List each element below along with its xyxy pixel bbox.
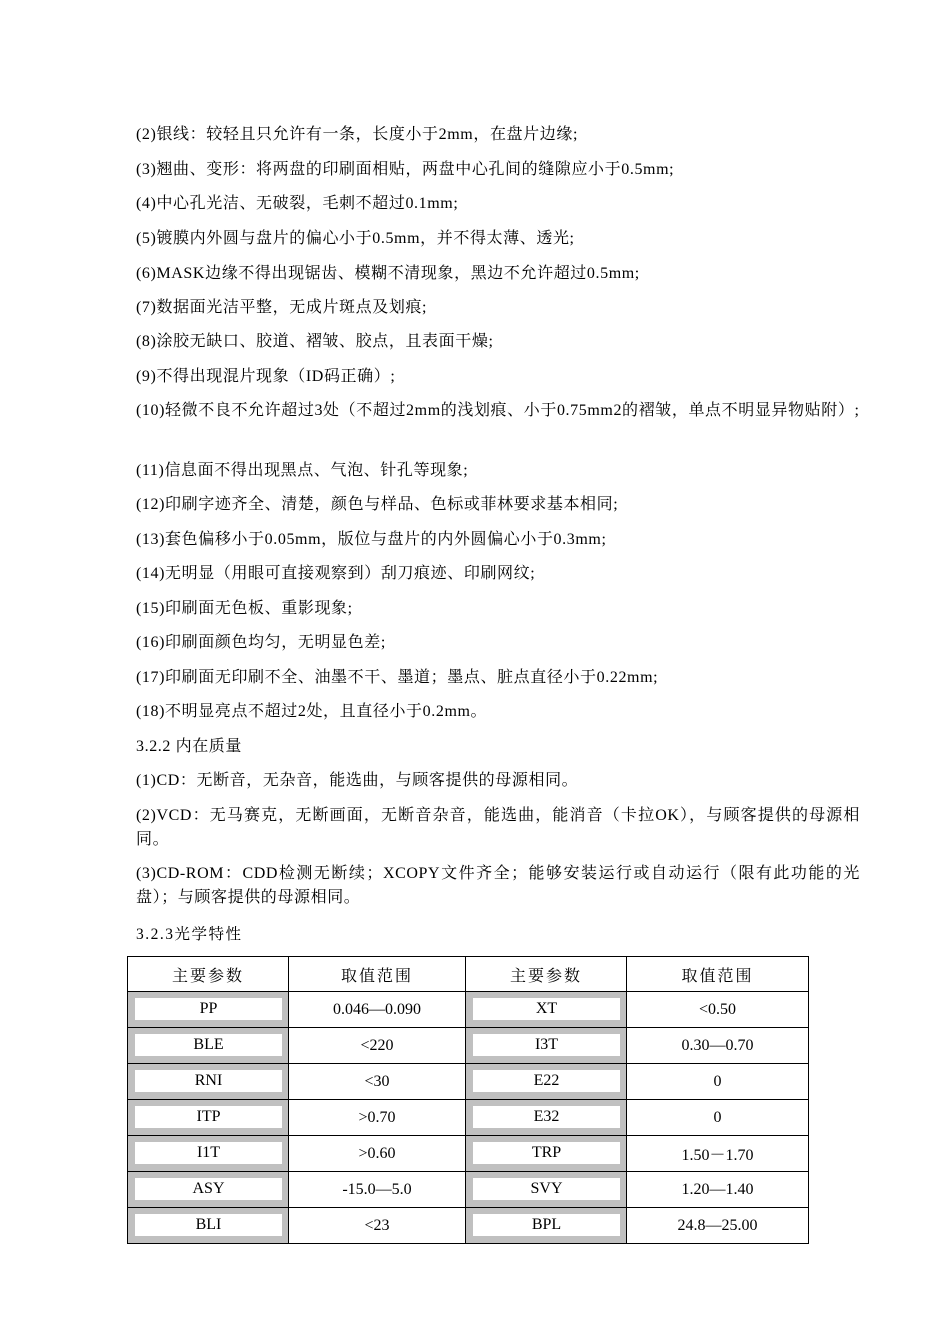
param-range: 24.8—25.00 bbox=[627, 1208, 809, 1244]
param-name: BPL bbox=[473, 1214, 620, 1236]
requirement-item-14: (14)无明显（用眼可直接观察到）刮刀痕迹、印刷网纹; bbox=[136, 565, 536, 582]
section-heading-intrinsic-quality: 3.2.2 内在质量 bbox=[136, 738, 243, 755]
requirement-item-18: (18)不明显亮点不超过2处，且直径小于0.2mm。 bbox=[136, 703, 488, 720]
header-param-2: 主要参数 bbox=[466, 957, 627, 992]
param-range: <23 bbox=[289, 1208, 466, 1244]
requirement-item-9: (9)不得出现混片现象（ID码正确）; bbox=[136, 368, 396, 385]
table-row bbox=[128, 1100, 809, 1136]
param-range: -15.0—5.0 bbox=[289, 1172, 466, 1208]
param-range: 1.20—1.40 bbox=[627, 1172, 809, 1208]
table-row bbox=[128, 1028, 809, 1064]
param-name: BLE bbox=[135, 1034, 282, 1056]
header-range-2: 取值范围 bbox=[627, 957, 809, 992]
table-row bbox=[128, 1208, 809, 1244]
header-range-1: 取值范围 bbox=[289, 957, 466, 992]
intrinsic-item-cd: (1)CD：无断音，无杂音，能选曲，与顾客提供的母源相同。 bbox=[136, 772, 579, 789]
table-row bbox=[128, 1064, 809, 1100]
param-name: I3T bbox=[473, 1034, 620, 1056]
intrinsic-item-vcd: (2)VCD：无马赛克，无断画面，无断音杂音，能选曲，能消音（卡拉OK），与顾客提供的母源相同。 bbox=[136, 807, 860, 848]
requirement-item-11: (11)信息面不得出现黑点、气泡、针孔等现象; bbox=[136, 462, 469, 479]
param-name: E22 bbox=[473, 1070, 620, 1092]
requirement-item-3: (3)翘曲、变形：将两盘的印刷面相贴，两盘中心孔间的缝隙应小于0.5mm; bbox=[136, 161, 675, 178]
requirement-item-12: (12)印刷字迹齐全、清楚，颜色与样品、色标或菲林要求基本相同; bbox=[136, 496, 619, 513]
table-row bbox=[128, 1136, 809, 1172]
requirement-item-17: (17)印刷面无印刷不全、油墨不干、墨道；墨点、脏点直径小于0.22mm; bbox=[136, 669, 659, 686]
param-range: 1.50－1.70 bbox=[627, 1136, 809, 1172]
requirement-item-4: (4)中心孔光洁、无破裂，毛刺不超过0.1mm; bbox=[136, 195, 459, 212]
requirement-item-2: (2)银线：较轻且只允许有一条，长度小于2mm，在盘片边缘; bbox=[136, 126, 578, 143]
param-range: <0.50 bbox=[627, 992, 809, 1028]
param-range: >0.60 bbox=[289, 1136, 466, 1172]
optical-parameters-table bbox=[127, 956, 809, 1244]
requirement-item-15: (15)印刷面无色板、重影现象; bbox=[136, 600, 353, 617]
param-range: 0 bbox=[627, 1064, 809, 1100]
param-name: TRP bbox=[473, 1142, 620, 1164]
param-name: XT bbox=[473, 998, 620, 1020]
param-name: I1T bbox=[135, 1142, 282, 1164]
param-range: >0.70 bbox=[289, 1100, 466, 1136]
section-heading-optical: 3.2.3光学特性 bbox=[136, 926, 243, 943]
param-name: BLI bbox=[135, 1214, 282, 1236]
param-range: <220 bbox=[289, 1028, 466, 1064]
requirement-item-7: (7)数据面光洁平整，无成片斑点及划痕; bbox=[136, 299, 428, 316]
header-param-1: 主要参数 bbox=[128, 957, 289, 992]
requirement-item-10: (10)轻微不良不允许超过3处（不超过2mm的浅划痕、小于0.75mm2的褶皱，单点不明显异物贴附）; bbox=[136, 402, 860, 419]
requirement-item-16: (16)印刷面颜色均匀，无明显色差; bbox=[136, 634, 386, 651]
param-name: E32 bbox=[473, 1106, 620, 1128]
table-header-row bbox=[128, 957, 809, 992]
requirement-item-5: (5)镀膜内外圆与盘片的偏心小于0.5mm，并不得太薄、透光; bbox=[136, 230, 575, 247]
table-row bbox=[128, 992, 809, 1028]
param-range: <30 bbox=[289, 1064, 466, 1100]
param-name: RNI bbox=[135, 1070, 282, 1092]
requirement-item-8: (8)涂胶无缺口、胶道、褶皱、胶点，且表面干燥; bbox=[136, 333, 494, 350]
param-name: PP bbox=[135, 998, 282, 1020]
requirement-item-6: (6)MASK边缘不得出现锯齿、模糊不清现象，黑边不允许超过0.5mm; bbox=[136, 265, 640, 282]
requirement-item-13: (13)套色偏移小于0.05mm，版位与盘片的内外圆偏心小于0.3mm; bbox=[136, 531, 607, 548]
param-name: SVY bbox=[473, 1178, 620, 1200]
table-row bbox=[128, 1172, 809, 1208]
param-range: 0.046—0.090 bbox=[289, 992, 466, 1028]
param-range: 0 bbox=[627, 1100, 809, 1136]
param-name: ASY bbox=[135, 1178, 282, 1200]
intrinsic-item-cdrom: (3)CD-ROM：CDD检测无断续；XCOPY文件齐全；能够安装运行或自动运行（限有此功能的光盘）；与顾客提供的母源相同。 bbox=[136, 865, 860, 906]
param-range: 0.30—0.70 bbox=[627, 1028, 809, 1064]
param-name: ITP bbox=[135, 1106, 282, 1128]
